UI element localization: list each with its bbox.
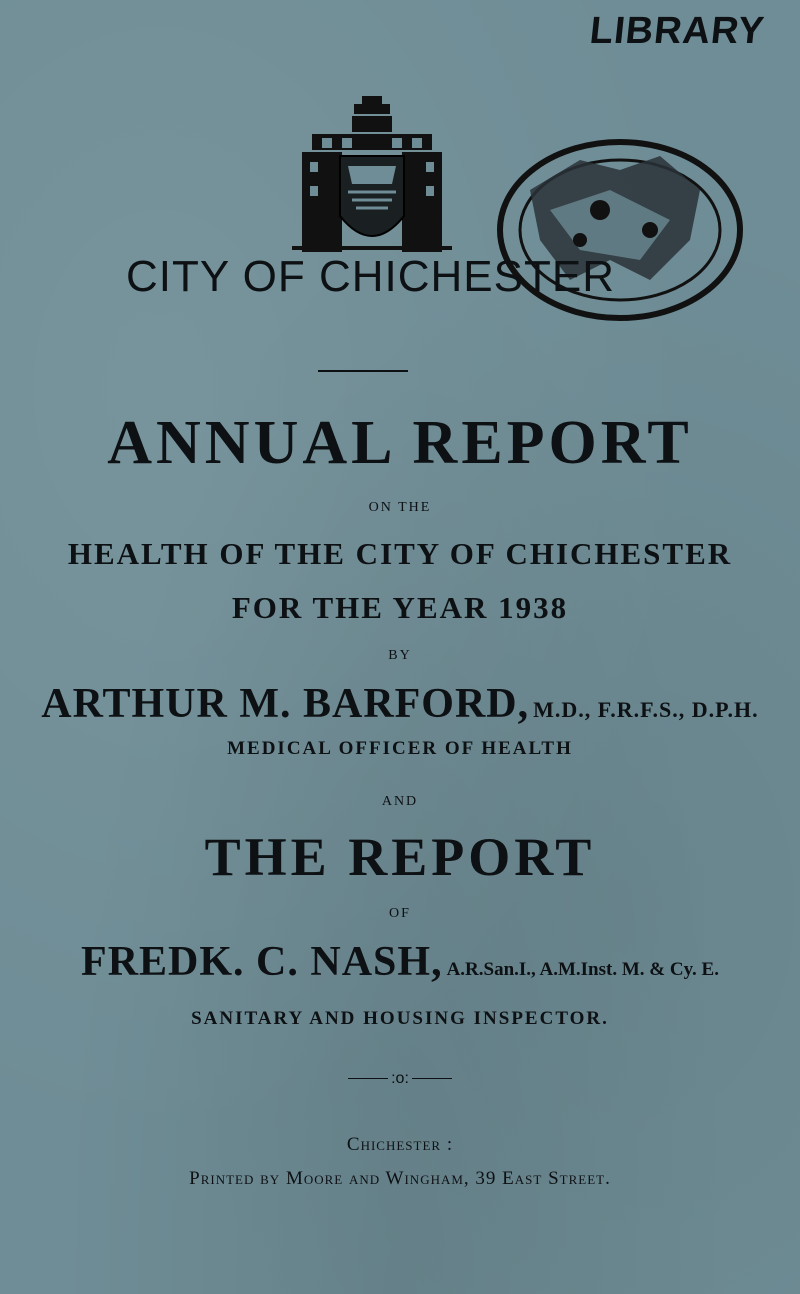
report-title: ANNUAL REPORT (107, 409, 693, 477)
subject-line-2: FOR THE YEAR 1938 (231, 590, 569, 625)
divider-dash-left (348, 1078, 388, 1079)
author-line (0, 680, 800, 728)
by-label: BY (388, 648, 412, 663)
library-stamp: LIBRARY (587, 10, 767, 52)
second-report-title: THE REPORT (204, 827, 596, 887)
divider-mark: :o: (391, 1070, 409, 1087)
inspector-role: SANITARY AND HOUSING INSPECTOR. (191, 1008, 609, 1029)
on-the-label: ON THE (368, 500, 432, 515)
coat-of-arms-icon (282, 96, 462, 256)
divider-dash-right (412, 1078, 452, 1079)
subject-line-1: HEALTH OF THE CITY OF CHICHESTER (67, 536, 733, 571)
author-qualifications: M.D., F.R.F.S., D.P.H. (533, 697, 759, 722)
title-rule (318, 370, 408, 372)
inspector-name: FREDK. C. NASH, (81, 939, 443, 985)
of-label: OF (389, 906, 411, 921)
and-label: AND (381, 794, 419, 809)
inspector-line (0, 938, 800, 986)
section-divider (0, 1070, 800, 1088)
author-role: MEDICAL OFFICER OF HEALTH (227, 738, 573, 759)
city-title: CITY OF CHICHESTER (126, 252, 616, 301)
imprint-place: Chichester : (346, 1134, 454, 1155)
imprint-printer: Printed by Moore and Wingham, 39 East Street. (189, 1168, 611, 1189)
author-name: ARTHUR M. BARFORD, (41, 681, 530, 727)
inspector-qualifications: A.R.San.I., A.M.Inst. M. & Cy. E. (446, 959, 719, 980)
